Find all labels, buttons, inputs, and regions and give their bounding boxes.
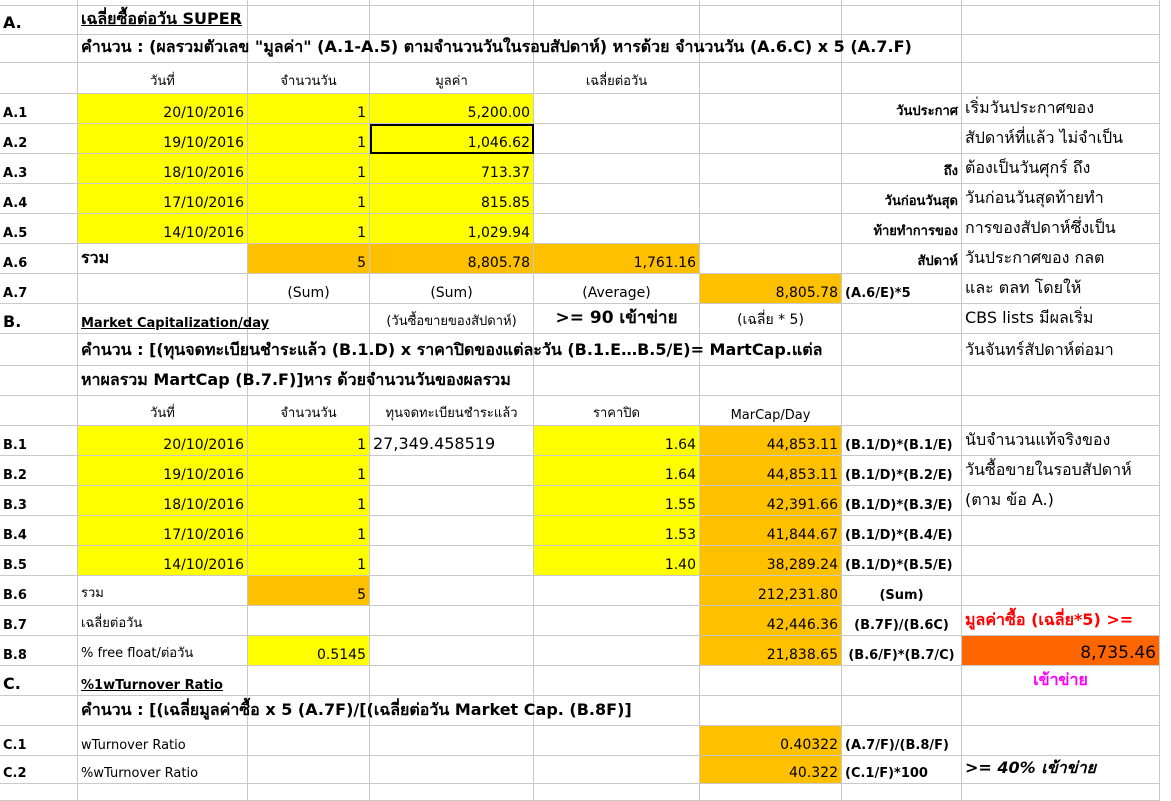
- empty-cell[interactable]: [534, 124, 700, 154]
- closing-price-cell[interactable]: 1.64: [534, 426, 700, 456]
- empty-cell[interactable]: [700, 63, 842, 94]
- days-cell[interactable]: 1: [248, 214, 370, 244]
- note-g-cell[interactable]: (Sum): [842, 576, 962, 606]
- row-id[interactable]: A.6: [0, 244, 78, 274]
- value-cell[interactable]: 1,029.94: [370, 214, 534, 244]
- average-marcap-cell[interactable]: 42,446.36: [700, 606, 842, 636]
- note-h-cell[interactable]: วันจันทร์สัปดาห์ต่อมา: [962, 334, 1160, 366]
- row-id[interactable]: B.2: [0, 456, 78, 486]
- note-h-cell[interactable]: เริ่มวันประกาศของ: [962, 94, 1160, 124]
- trading-days-note[interactable]: (วันซื้อขายของสัปดาห์): [370, 304, 534, 334]
- free-float-label[interactable]: % free float/ต่อวัน: [78, 636, 248, 666]
- note-g-cell[interactable]: (B.1/D)*(B.1/E): [842, 426, 962, 456]
- empty-cell[interactable]: [370, 756, 534, 784]
- note-g-cell[interactable]: (A.6/E)*5: [842, 274, 962, 304]
- row-id[interactable]: B.6: [0, 576, 78, 606]
- row-id[interactable]: B.5: [0, 546, 78, 576]
- empty-cell[interactable]: [370, 456, 534, 486]
- empty-cell[interactable]: [534, 756, 700, 784]
- days-cell[interactable]: 1: [248, 516, 370, 546]
- note-h-cell[interactable]: [962, 516, 1160, 546]
- buy-value-result-cell[interactable]: 8,735.46: [962, 636, 1160, 666]
- marcap-cell[interactable]: 44,853.11: [700, 426, 842, 456]
- row-id[interactable]: B.7: [0, 606, 78, 636]
- empty-cell[interactable]: [962, 784, 1160, 801]
- section-b-header[interactable]: วันที่: [78, 396, 248, 426]
- row-id[interactable]: B.8: [0, 636, 78, 666]
- buy-value-note[interactable]: มูลค่าซื้อ (เฉลี่ย*5) >=: [962, 606, 1160, 636]
- row-id[interactable]: A.7: [0, 274, 78, 304]
- days-cell[interactable]: 1: [248, 456, 370, 486]
- note-g-cell[interactable]: (A.7/F)/(B.8/F): [842, 726, 962, 756]
- note-g-cell[interactable]: [842, 124, 962, 154]
- empty-cell[interactable]: [962, 6, 1160, 35]
- note-g-cell[interactable]: (B.6/F)*(B.7/C): [842, 636, 962, 666]
- date-cell[interactable]: 18/10/2016: [78, 486, 248, 516]
- section-b-header[interactable]: ราคาปิด: [534, 396, 700, 426]
- qualifies-note[interactable]: เข้าข่าย: [962, 666, 1160, 696]
- empty-cell[interactable]: [370, 666, 534, 696]
- empty-cell[interactable]: [534, 784, 700, 801]
- empty-cell[interactable]: [0, 334, 78, 366]
- empty-cell[interactable]: [962, 63, 1160, 94]
- empty-cell[interactable]: [78, 784, 248, 801]
- note-h-cell[interactable]: และ ตลท โดยให้: [962, 274, 1160, 304]
- section-a-header[interactable]: จำนวนวัน: [248, 63, 370, 94]
- days-cell[interactable]: 1: [248, 154, 370, 184]
- row-id[interactable]: A.1: [0, 94, 78, 124]
- days-cell[interactable]: 1: [248, 94, 370, 124]
- row-id[interactable]: A.2: [0, 124, 78, 154]
- total-value-cell[interactable]: 8,805.78: [370, 244, 534, 274]
- note-g-cell[interactable]: (B.1/D)*(B.4/E): [842, 516, 962, 546]
- total-days-cell[interactable]: 5: [248, 576, 370, 606]
- empty-cell[interactable]: [534, 666, 700, 696]
- average-cell[interactable]: 1,761.16: [534, 244, 700, 274]
- average-label[interactable]: เฉลี่ยต่อวัน: [78, 606, 248, 636]
- row-id[interactable]: A.5: [0, 214, 78, 244]
- date-cell[interactable]: 19/10/2016: [78, 124, 248, 154]
- registered-capital-cell[interactable]: 27,349.458519: [370, 426, 534, 456]
- date-cell[interactable]: 14/10/2016: [78, 546, 248, 576]
- empty-cell[interactable]: [842, 396, 962, 426]
- note-g-cell[interactable]: วันก่อนวันสุด: [842, 184, 962, 214]
- empty-cell[interactable]: [700, 784, 842, 801]
- row-id[interactable]: A.4: [0, 184, 78, 214]
- note-g-cell[interactable]: (B.1/D)*(B.5/E): [842, 546, 962, 576]
- empty-cell[interactable]: [534, 154, 700, 184]
- empty-cell[interactable]: [0, 366, 78, 396]
- section-b-label[interactable]: B.: [0, 304, 78, 334]
- turnover-percent-label[interactable]: %wTurnover Ratio: [78, 756, 248, 784]
- empty-cell[interactable]: [700, 6, 842, 35]
- empty-cell[interactable]: [700, 94, 842, 124]
- empty-cell[interactable]: [962, 396, 1160, 426]
- section-a-title[interactable]: เฉลี่ยซื้อต่อวัน SUPER: [78, 6, 534, 35]
- section-a-header[interactable]: เฉลี่ยต่อวัน: [534, 63, 700, 94]
- total-marcap-cell[interactable]: 212,231.80: [700, 576, 842, 606]
- empty-cell[interactable]: [370, 516, 534, 546]
- row-id[interactable]: B.3: [0, 486, 78, 516]
- note-g-cell[interactable]: (C.1/F)*100: [842, 756, 962, 784]
- row-id[interactable]: B.4: [0, 516, 78, 546]
- empty-cell[interactable]: [700, 244, 842, 274]
- turnover-label[interactable]: wTurnover Ratio: [78, 726, 248, 756]
- empty-cell[interactable]: [534, 606, 700, 636]
- section-b-header[interactable]: จำนวนวัน: [248, 396, 370, 426]
- sum-note-cell[interactable]: (Sum): [370, 274, 534, 304]
- empty-cell[interactable]: [248, 726, 370, 756]
- empty-cell[interactable]: [370, 784, 534, 801]
- empty-cell[interactable]: [700, 154, 842, 184]
- closing-price-cell[interactable]: 1.64: [534, 456, 700, 486]
- note-h-cell[interactable]: สัปดาห์ที่แล้ว ไม่จำเป็น: [962, 124, 1160, 154]
- average-x5-note[interactable]: (เฉลี่ย * 5): [700, 304, 842, 334]
- empty-cell[interactable]: [842, 366, 962, 396]
- note-g-cell[interactable]: ท้ายทำการของ: [842, 214, 962, 244]
- empty-cell[interactable]: [0, 63, 78, 94]
- value-cell[interactable]: 713.37: [370, 154, 534, 184]
- section-c-label[interactable]: C.: [0, 666, 78, 696]
- empty-cell[interactable]: [0, 696, 78, 726]
- turnover-threshold-note[interactable]: >= 40% เข้าข่าย: [962, 756, 1160, 784]
- free-float-cell[interactable]: 0.5145: [248, 636, 370, 666]
- empty-cell[interactable]: [700, 214, 842, 244]
- date-cell[interactable]: 20/10/2016: [78, 426, 248, 456]
- empty-cell[interactable]: [248, 784, 370, 801]
- section-b-title[interactable]: Market Capitalization/day: [78, 304, 370, 334]
- turnover-percent-cell[interactable]: 40.322: [700, 756, 842, 784]
- marcap-cell[interactable]: 44,853.11: [700, 456, 842, 486]
- value-cell[interactable]: 815.85: [370, 184, 534, 214]
- empty-cell[interactable]: [534, 576, 700, 606]
- empty-cell[interactable]: [248, 606, 370, 636]
- total-label[interactable]: รวม: [78, 576, 248, 606]
- days-cell[interactable]: 1: [248, 124, 370, 154]
- closing-price-cell[interactable]: 1.53: [534, 516, 700, 546]
- empty-cell[interactable]: [962, 726, 1160, 756]
- empty-cell[interactable]: [370, 486, 534, 516]
- empty-cell[interactable]: [534, 726, 700, 756]
- total-days-cell[interactable]: 5: [248, 244, 370, 274]
- section-c-formula[interactable]: คำนวน : [(เฉลี่ยมูลค่าซื้อ x 5 (A.7F)/[(เฉลี่ยต่อวัน Market Cap. (B.8F)]: [78, 696, 962, 726]
- note-g-cell[interactable]: ถึง: [842, 154, 962, 184]
- row-id[interactable]: A.3: [0, 154, 78, 184]
- days-cell[interactable]: 1: [248, 426, 370, 456]
- section-a-label[interactable]: A.: [0, 6, 78, 35]
- section-b-formula-2[interactable]: หาผลรวม MartCap (B.7.F)]หาร ด้วยจำนวนวันของผลรวม: [78, 366, 842, 396]
- empty-cell[interactable]: [0, 35, 78, 63]
- value-cell[interactable]: 1,046.62: [370, 124, 534, 154]
- empty-cell[interactable]: [534, 636, 700, 666]
- date-cell[interactable]: 17/10/2016: [78, 516, 248, 546]
- note-h-cell[interactable]: วันประกาศของ กลต: [962, 244, 1160, 274]
- section-c-title[interactable]: %1wTurnover Ratio: [78, 666, 370, 696]
- note-g-cell[interactable]: สัปดาห์: [842, 244, 962, 274]
- days-cell[interactable]: 1: [248, 486, 370, 516]
- marcap-cell[interactable]: 41,844.67: [700, 516, 842, 546]
- value-cell[interactable]: 5,200.00: [370, 94, 534, 124]
- sum-note-cell[interactable]: (Sum): [248, 274, 370, 304]
- empty-cell[interactable]: [0, 396, 78, 426]
- note-h-cell[interactable]: วันซื้อขายในรอบสัปดาห์: [962, 456, 1160, 486]
- empty-cell[interactable]: [842, 784, 962, 801]
- average-note-cell[interactable]: (Average): [534, 274, 700, 304]
- total-label[interactable]: รวม: [78, 244, 248, 274]
- empty-cell[interactable]: [700, 666, 842, 696]
- empty-cell[interactable]: [370, 606, 534, 636]
- weekly-value-cell[interactable]: 8,805.78: [700, 274, 842, 304]
- section-b-header[interactable]: ทุนจดทะเบียนชำระแล้ว: [370, 396, 534, 426]
- empty-cell[interactable]: [370, 546, 534, 576]
- date-cell[interactable]: 20/10/2016: [78, 94, 248, 124]
- empty-cell[interactable]: [534, 214, 700, 244]
- note-h-cell[interactable]: ต้องเป็นวันศุกร์ ถึง: [962, 154, 1160, 184]
- empty-cell[interactable]: [962, 366, 1160, 396]
- section-a-header[interactable]: วันที่: [78, 63, 248, 94]
- date-cell[interactable]: 17/10/2016: [78, 184, 248, 214]
- closing-price-cell[interactable]: 1.40: [534, 546, 700, 576]
- note-g-cell[interactable]: (B.1/D)*(B.2/E): [842, 456, 962, 486]
- note-g-cell[interactable]: (B.7F)/(B.6C): [842, 606, 962, 636]
- marcap-cell[interactable]: 42,391.66: [700, 486, 842, 516]
- closing-price-cell[interactable]: 1.55: [534, 486, 700, 516]
- empty-cell[interactable]: [534, 184, 700, 214]
- date-cell[interactable]: 14/10/2016: [78, 214, 248, 244]
- empty-cell[interactable]: [534, 94, 700, 124]
- section-a-formula[interactable]: คำนวน : (ผลรวมตัวเลข "มูลค่า" (A.1-A.5) ตามจำนวนวันในรอบสัปดาห์) หารด้วย จำนวนวัน (A.6.C) x 5 (A.7.F): [78, 35, 1160, 63]
- empty-cell[interactable]: [370, 726, 534, 756]
- empty-cell[interactable]: [700, 184, 842, 214]
- row-id[interactable]: C.1: [0, 726, 78, 756]
- free-float-marcap-cell[interactable]: 21,838.65: [700, 636, 842, 666]
- note-g-cell[interactable]: วันประกาศ: [842, 94, 962, 124]
- empty-cell[interactable]: [842, 666, 962, 696]
- note-h-cell[interactable]: วันก่อนวันสุดท้ายทำ: [962, 184, 1160, 214]
- threshold-note[interactable]: >= 90 เข้าข่าย: [534, 304, 700, 334]
- empty-cell[interactable]: [842, 6, 962, 35]
- note-h-cell[interactable]: [962, 546, 1160, 576]
- empty-cell[interactable]: [700, 124, 842, 154]
- turnover-ratio-cell[interactable]: 0.40322: [700, 726, 842, 756]
- date-cell[interactable]: 19/10/2016: [78, 456, 248, 486]
- date-cell[interactable]: 18/10/2016: [78, 154, 248, 184]
- note-h-cell[interactable]: นับจำนวนแท้จริงของ: [962, 426, 1160, 456]
- row-id[interactable]: C.2: [0, 756, 78, 784]
- empty-cell[interactable]: [842, 304, 962, 334]
- empty-cell[interactable]: [370, 576, 534, 606]
- days-cell[interactable]: 1: [248, 546, 370, 576]
- note-h-cell[interactable]: การของสัปดาห์ซึ่งเป็น: [962, 214, 1160, 244]
- empty-cell[interactable]: [534, 6, 700, 35]
- empty-cell[interactable]: [248, 756, 370, 784]
- row-id[interactable]: B.1: [0, 426, 78, 456]
- days-cell[interactable]: 1: [248, 184, 370, 214]
- note-g-cell[interactable]: (B.1/D)*(B.3/E): [842, 486, 962, 516]
- empty-cell[interactable]: [842, 63, 962, 94]
- empty-cell[interactable]: [0, 784, 78, 801]
- empty-cell[interactable]: [962, 696, 1160, 726]
- empty-cell[interactable]: [370, 636, 534, 666]
- section-a-header[interactable]: มูลค่า: [370, 63, 534, 94]
- note-h-cell[interactable]: CBS lists มีผลเริ่ม: [962, 304, 1160, 334]
- marcap-cell[interactable]: 38,289.24: [700, 546, 842, 576]
- empty-cell[interactable]: [78, 274, 248, 304]
- section-b-formula[interactable]: คำนวน : [(ทุนจดทะเบียนชำระแล้ว (B.1.D) x ราคาปิดของแต่ละวัน (B.1.E…B.5/E)= MartCap.แต่ล: [78, 334, 962, 366]
- section-b-header[interactable]: MarCap/Day: [700, 396, 842, 426]
- empty-cell[interactable]: [962, 576, 1160, 606]
- note-h-cell[interactable]: (ตาม ข้อ A.): [962, 486, 1160, 516]
